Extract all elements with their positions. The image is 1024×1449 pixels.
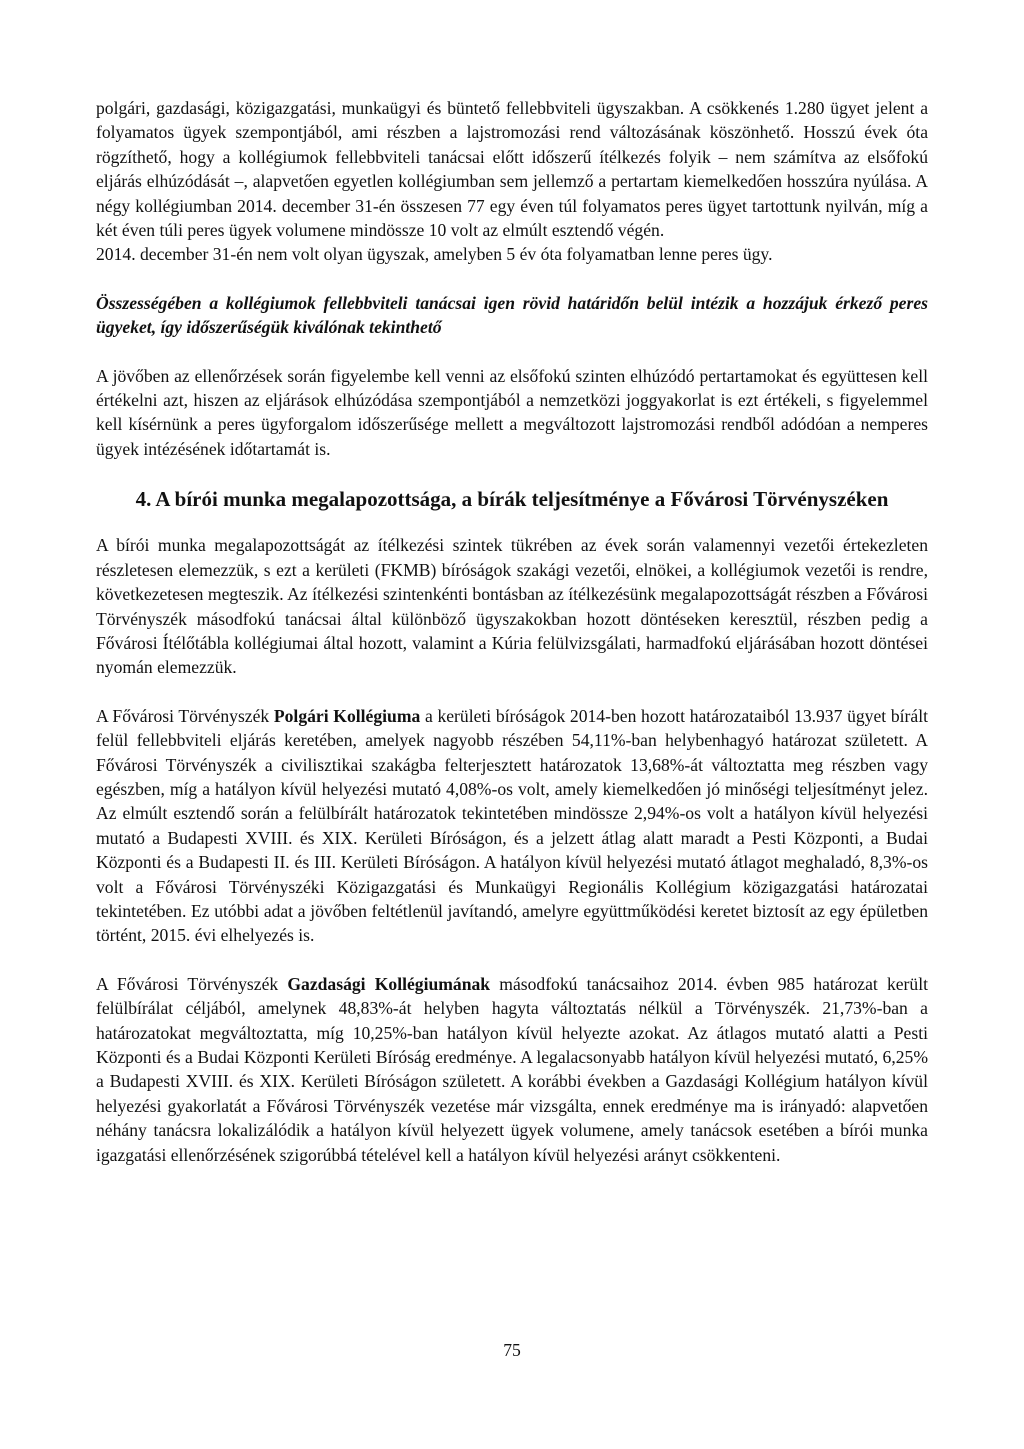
paragraph-1: polgári, gazdasági, közigazgatási, munkaügyi és büntető fellebbviteli ügyszakban. A csökkenés 1.280 ügyet jelent a folyamatos ügyek szempontjából, ami részben a lajstromozási rend változásának köszönhető. Hosszú évek óta rögzíthető, hogy a kollégiumok fellebbviteli tanácsai előtt időszerű ítélkezés folyik – nem számítva az elsőfokú eljárás elhúzódását –, alapvetően egyetlen kollégiumban sem jellemző a pertartam kiemelkedően hosszúra nyúlása. A négy kollégiumban 2014. december 31-én összesen 77 egy éven túl folyamatos peres ügyet tartottunk nyilván, míg a két éven túli peres ügyek volumene mindössze 10 volt az elmúlt esztendő végén.	[96, 98, 928, 241]
summary-statement: Összességében a kollégiumok fellebbviteli tanácsai igen rövid határidőn belül intézik a hozzájuk érkező peres ügyeket, így időszerűségük kiválónak tekinthető	[96, 292, 928, 338]
paragraph-5	[96, 704, 928, 948]
paragraph-5-rest: a kerületi bíróságok 2014-ben hozott határozataiból 13.937 ügyet bírált felül fellebbviteli eljárás keretében, amelyek nagyobb részében 54,11%-ban helybenhagyó határozat született. A Fővárosi Törvényszék a civilisztikai szakágba felterjesztett határozatok 13,68%-át változtatta meg részben vagy egészben, míg a hatályon kívül helyezési mutató 4,08%-os volt, amely kiemelkedően jó minőségi teljesítményt jelez. Az elmúlt esztendő során a felülbírált határozatok tekintetében mindössze 2,94%-os volt a hatályon kívül helyezési mutató a Budapesti XVIII. és XIX. Kerületi Bíróságon, és a jelzett átlag alatt maradt a Pesti Központi, a Budai Központi és a Budapesti II. és III. Kerületi Bíróságon. A hatályon kívül helyezési mutató átlagot meghaladó, 8,3%-os volt a Fővárosi Törvényszéki Közigazgatási és Munkaügyi Regionális Kollégium közigazgatási határozatai tekintetében. Ez utóbbi adat a jövőben feltétlenül javítandó, amelyre együttműködési keretet biztosít az egy épületben történt, 2015. évi elhelyezés is.	[96, 705, 928, 946]
document-page	[96, 96, 928, 1167]
page-number: 75	[503, 1340, 521, 1360]
paragraph-6	[96, 972, 928, 1167]
paragraph-5-start: A Fővárosi Törvényszék	[96, 705, 274, 726]
paragraph-2: 2014. december 31-én nem volt olyan ügyszak, amelyben 5 év óta folyamatban lenne peres ügy.	[96, 244, 773, 265]
paragraph-6-rest: másodfokú tanácsaihoz 2014. évben 985 határozat került felülbírálat céljából, amelynek 48,83%-át helyben hagyta változtatás nélkül a Törvényszék. 21,73%-ban a határozatokat megváltoztatta, míg 10,25%-ban hatályon kívül helyezte azokat. Az átlagos mutató alatti a Pesti Központi és a Budai Központi Kerületi Bíróság eredménye. A legalacsonyabb hatályon kívül helyezési mutató, 6,25% a Budapesti XVIII. és XIX. Kerületi Bíróságon született. A korábbi években a Gazdasági Kollégium hatályon kívül helyezési gyakorlatát a Fővárosi Törvényszék vezetése már vizsgálta, ennek eredménye ma is irányadó: alapvetően néhány tanácsra lokalizálódik a hatályon kívül helyezett ügyek volumene, amely tanácsok esetében a bírói munka igazgatási ellenőrzésének szigorúbbá tételével kell a hatályon kívül helyezési arányt csökkenteni.	[96, 973, 928, 1165]
paragraph-3: A jövőben az ellenőrzések során figyelembe kell venni az elsőfokú szinten elhúzódó pertartamokat és együttesen kell értékelni azt, hiszen az eljárások elhúzódása szempontjából a nemzetközi joggyakorlat is ezt értékeli, s figyelemmel kell kísérnünk a peres ügyforgalom időszerűsége mellett a megváltozott lajstromozási rendből adódóan a nemperes ügyek intézésének időtartamát is.	[96, 365, 928, 459]
polgari-kollegium-label: Polgári Kollégiuma	[273, 705, 421, 726]
paragraph-6-start: A Fővárosi Törvényszék	[96, 973, 288, 994]
gazdasagi-kollegium-label: Gazdasági Kollégiumának	[287, 973, 491, 994]
paragraph-4: A bírói munka megalapozottságát az ítélkezési szintek tükrében az évek során valamennyi vezetői értekezleten részletesen elemezzük, s ezt a kerületi (FKMB) bíróságok szakági vezetői, elnökei, a kollégiumok vezetői is rendre, következetesen megteszik. Az ítélkezési szintenkénti bontásban az ítélkezésünk megalapozottságát részben a Fővárosi Törvényszék másodfokú tanácsai által különböző ügyszakokban hozott döntéseken keresztül, részben pedig a Fővárosi Ítélőtábla kollégiumai által hozott, valamint a Kúria felülvizsgálati, harmadfokú eljárásában hozott döntései nyomán elemezzük.	[96, 535, 928, 678]
section-heading: 4. A bírói munka megalapozottsága, a bírák teljesítménye a Fővárosi Törvényszéken	[135, 487, 889, 512]
